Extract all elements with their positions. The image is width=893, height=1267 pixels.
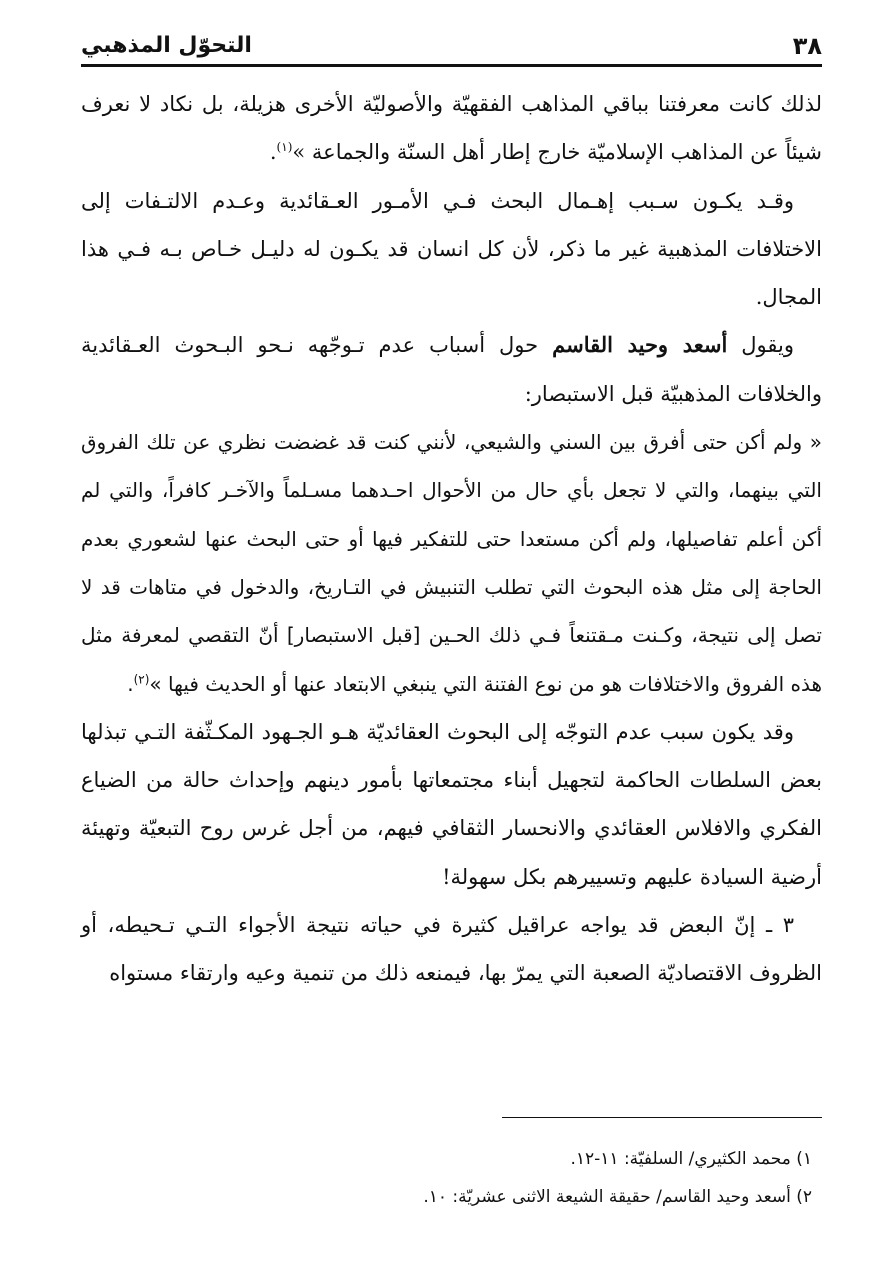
paragraph-5: ٣ ـ إنّ البعض قد يواجه عراقيل كثيرة في حياته نتيجة الأجواء التـي تـحيطه، أو الظروف الاقتصاديّة الصعبة التي يمرّ بها، فيمنعه ذلك من تنمية وعيه وارتقاء مستواه	[81, 913, 822, 986]
footnote-ref-1: (١)	[276, 140, 293, 155]
main-text	[81, 80, 822, 998]
paragraph-3-rest: حول أسباب عدم تـوجّهه نـحو البـحوث العـقائدية والخلافات المذهبيّة قبل الاستبصار:	[81, 333, 822, 406]
paragraph-3	[81, 321, 822, 418]
quote-text: « ولم أكن حتى أفرق بين السني والشيعي، لأنني كنت قد غضضت نظري عن تلك الفروق التي بينهما، والتي لا تجعل بأي حال من الأحوال احـدهما مسـلماً والآخـر كافراً، والتي لم أكن أعلم تفاصيلها، ولم أكن مستعدا حتى للتفكير فيها أو حتى البحث عنها لشعوري بعدم الحاجة إلى مثل هذه البحوث التي تطلب التنبيش في التـاريخ، والدخول في متاهات قد لا تصل إلى نتيجة، وكـنت مـقتنعاً فـي ذلك الحـين [قبل الاستبصار] أنّ التقصي لمعرفة مثل هذه الفروق والاختلافات هو من نوع الفتنة التي ينبغي الابتعاد عنها أو الحديث فيها »	[81, 430, 822, 696]
page-number: ٣٨	[792, 32, 822, 60]
author-name: أسعد وحيد القاسم	[552, 332, 728, 358]
running-title: التحوّل المذهبي	[81, 33, 252, 58]
paragraph-1	[81, 80, 822, 177]
footnote-ref-2: (٢)	[133, 671, 150, 686]
footnotes	[81, 1140, 812, 1216]
paragraph-3-intro: ويقول	[741, 333, 794, 358]
footnote-1: ١) محمد الكثيري/ السلفيّة: ١١-١٢.	[570, 1149, 812, 1169]
footnote-divider	[502, 1117, 822, 1118]
footnote-2: ٢) أسعد وحيد القاسم/ حقيقة الشيعة الاثنى عشريّة: ١٠.	[423, 1187, 812, 1207]
block-quote	[81, 418, 822, 708]
paragraph-4: وقد يكون سبب عدم التوجّه إلى البحوث العقائديّة هـو الجـهود المكـثّفة التـي تبذلها بعض السلطات الحاكمة لتجهيل أبناء مجتمعاتها بأمور دينهم وإحداث حالة من الضياع الفكري والافلاس العقائدي والانحسار الثقافي فيهم، من أجل غرس روح التبعيّة وتهيئة أرضية السيادة عليهم وتسييرهم بكل سهولة!	[81, 719, 822, 889]
paragraph-1-text: لذلك كانت معرفتنا بباقي المذاهب الفقهيّة والأصوليّة الأخرى هزيلة، بل نكاد لا نعرف شيئاً عن المذاهب الإسلاميّة خارج إطار أهل السنّة والجماعة »	[81, 92, 822, 165]
quote-end: .	[127, 671, 134, 696]
paragraph-1-end: .	[269, 140, 277, 165]
paragraph-2: وقـد يكـون سـبب إهـمال البحث فـي الأمـور العـقائدية وعـدم الالتـفات إلى الاختلافات المذهبية غير ما ذكر، لأن كل انسان قد يكـون له دليـل خـاص بـه فـي هذا المجال.	[81, 188, 822, 310]
page-header	[81, 28, 822, 67]
